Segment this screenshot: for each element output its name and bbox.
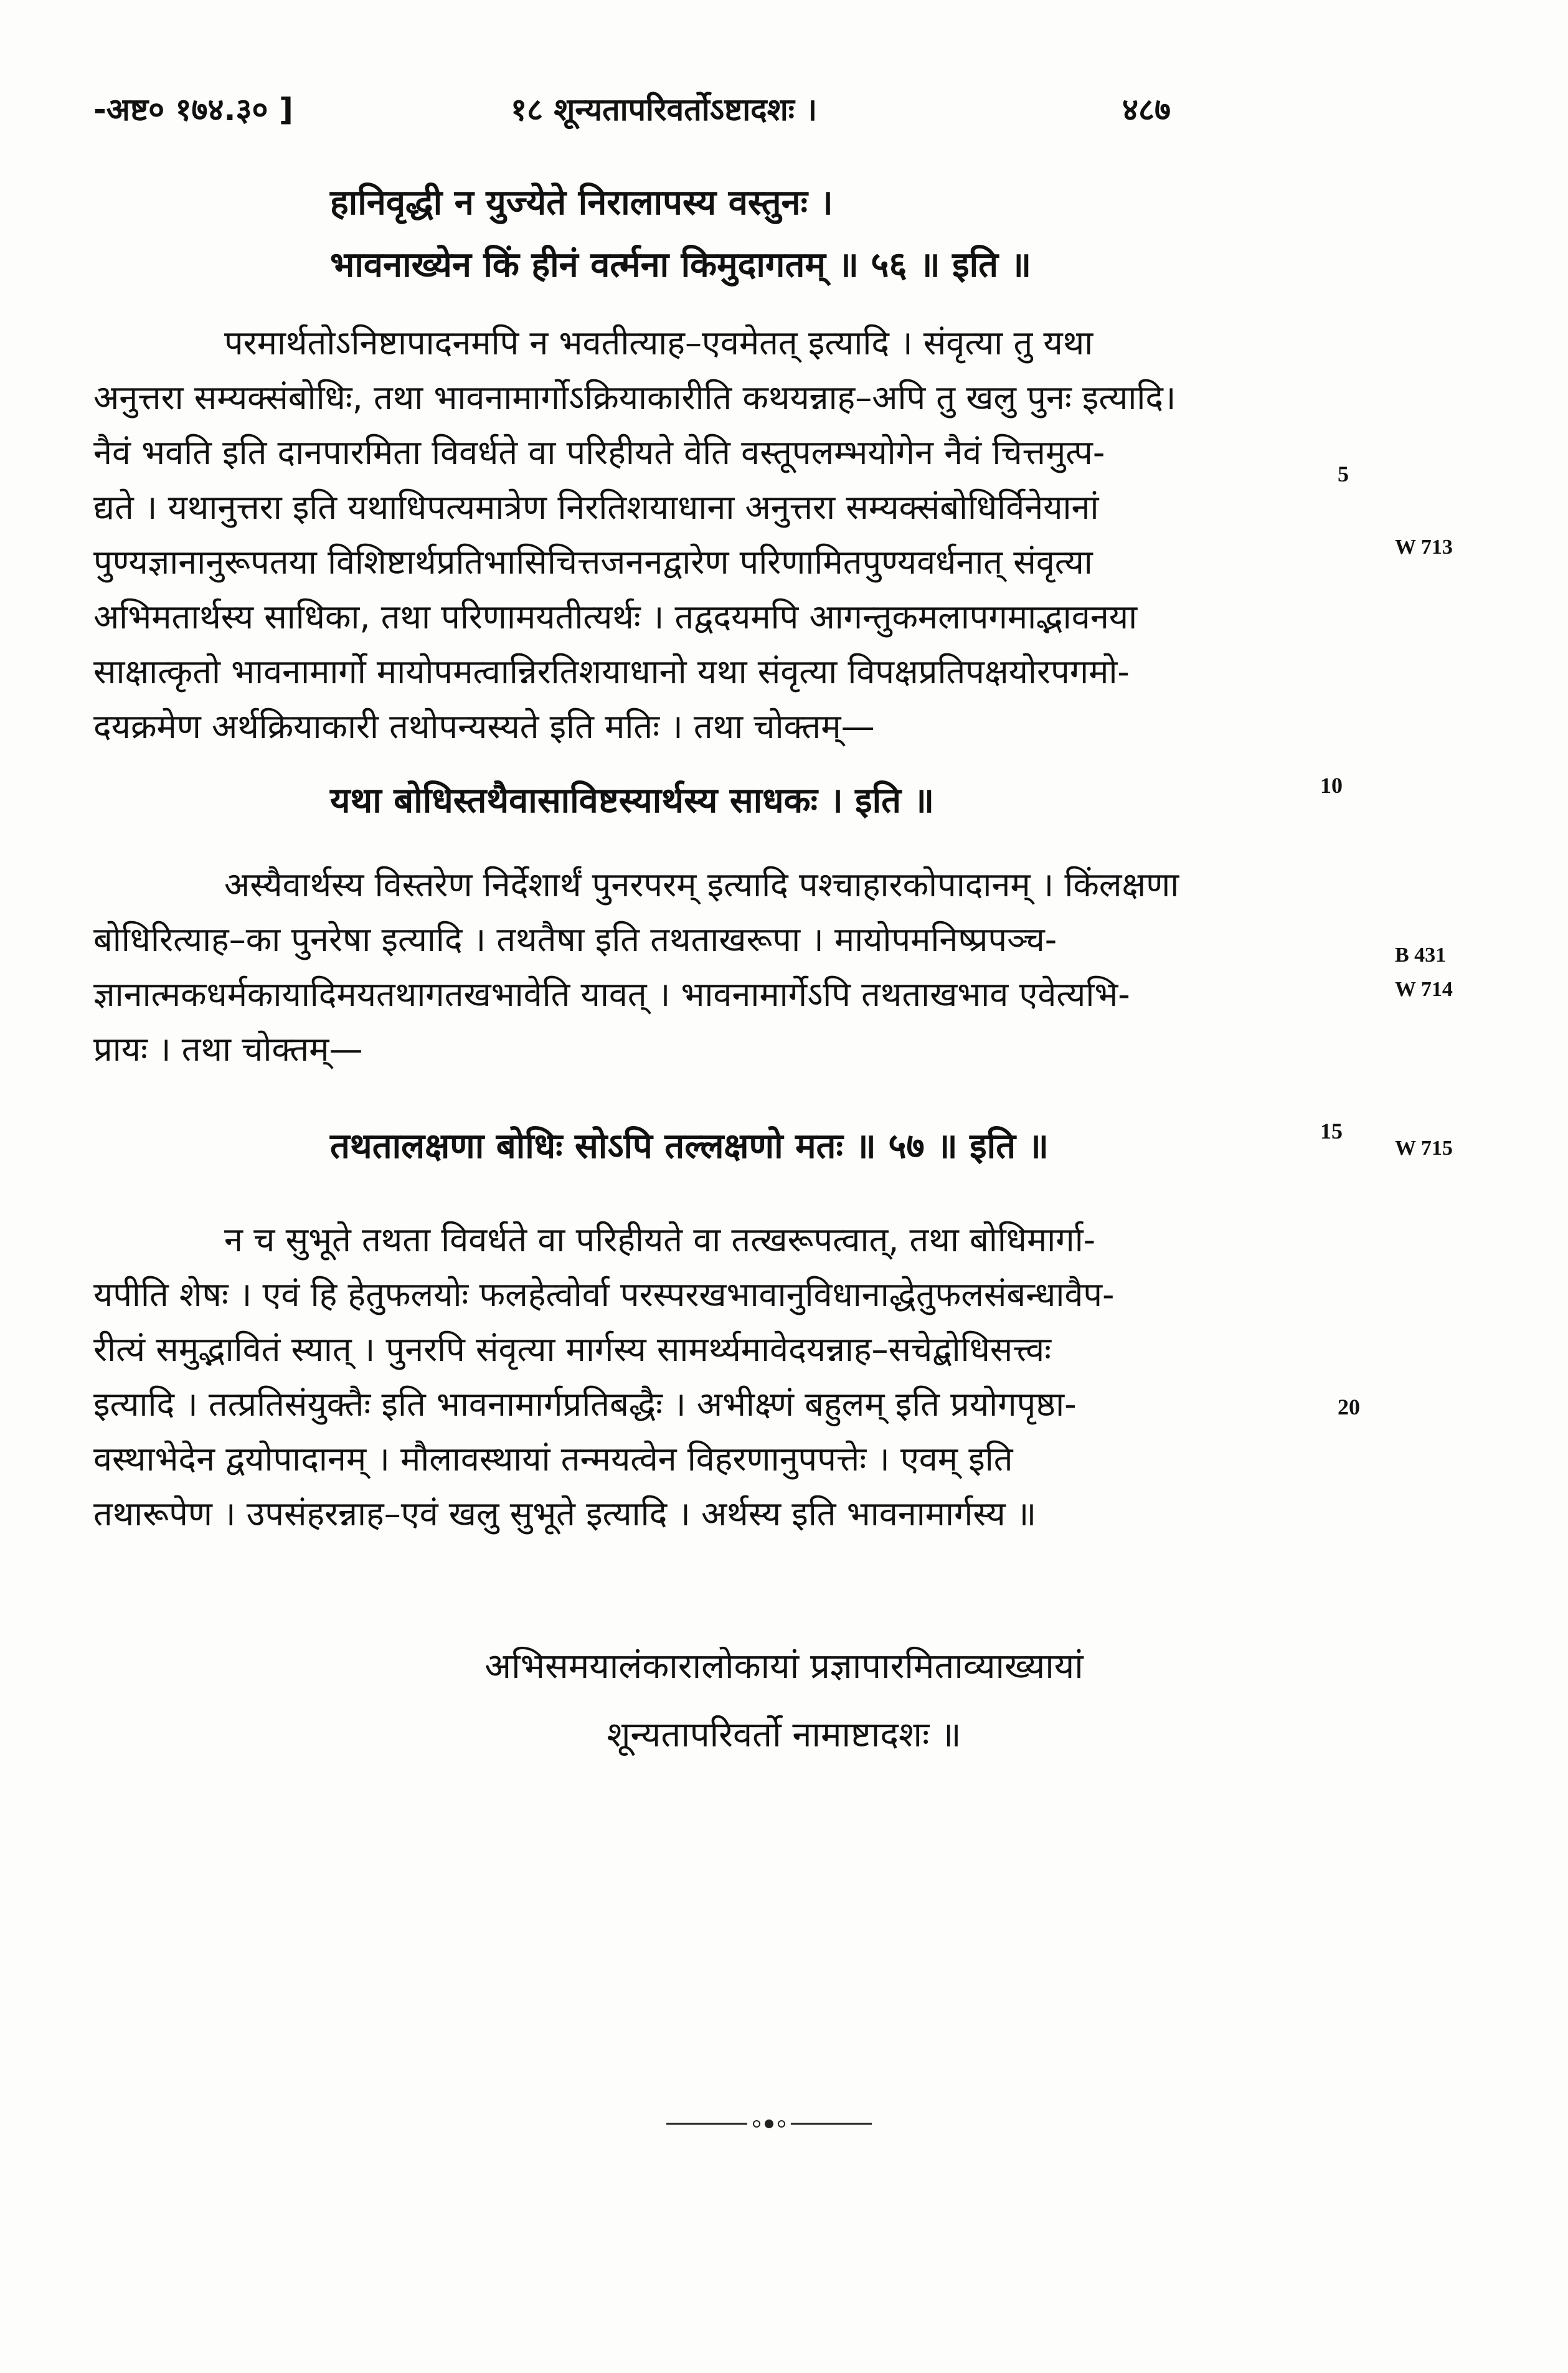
verse-56-line-2: भावनाख्येन किं हीनं वर्त्मना किमुदागतम् ॥ ५६ ॥ इति ॥	[330, 245, 1032, 285]
ornament-divider-icon	[666, 2115, 872, 2133]
colophon-line-2: शून्यतापरिवर्तो नामाष्टादशः ॥	[607, 1715, 961, 1755]
para1-line: अभिमतार्थस्य साधिका, तथा परिणामयतीत्यर्थः । तद्वदयमपि आगन्तुकमलापगमाद्भावनया	[93, 597, 1138, 637]
para3-line: यपीति शेषः । एवं हि हेतुफलयोः फलहेत्वोर्वा परस्परखभावानुविधानाद्धेतुफलसंबन्धावैप-	[93, 1275, 1115, 1314]
verse-quote-1: यथा बोधिस्तथैवासाविष्टस्यार्थस्य साधकः । इति ॥	[330, 780, 935, 821]
para2-line: अस्यैवार्थस्य विस्तरेण निर्देशार्थं पुनरपरम् इत्यादि पश्चाहारकोपादानम् । किंलक्षणा	[224, 865, 1179, 904]
para1-line: नैवं भवति इति दानपारमिता विवर्धते वा परिहीयते वेति वस्तूपलम्भयोगेन नैवं चित्तमुत्प-	[93, 433, 1105, 472]
header-chapter-title: १८ शून्यतापरिवर्तोऽष्टादशः ।	[511, 92, 818, 128]
para3-line: रीत्यं समुद्भावितं स्यात् । पुनरपि संवृत्या मार्गस्य सामर्थ्यमावेदयन्नाह–सचेद्बोधिसत्त्वः	[93, 1330, 1052, 1369]
para3-line: वस्थाभेदेन द्वयोपादानम् । मौलावस्थायां तन्मयत्वेन विहरणानुपपत्तेः । एवम् इति	[93, 1439, 1013, 1479]
verse-57: तथतालक्षणा बोधिः सोऽपि तल्लक्षणो मतः ॥ ५७ ॥ इति ॥	[330, 1126, 1049, 1167]
para1-line: अनुत्तरा सम्यक्संबोधिः, तथा भावनामार्गोऽक्रियाकारीति कथयन्नाह–अपि तु खलु पुनः इत्यादि।	[93, 378, 1176, 417]
line-number-10: 10	[1320, 773, 1343, 798]
side-ref-w714: W 714	[1395, 978, 1453, 1001]
line-number-5: 5	[1338, 462, 1349, 486]
para2-line: प्रायः । तथा चोक्तम्—	[93, 1030, 363, 1069]
para3-line: तथारूपेण । उपसंहरन्नाह–एवं खलु सुभूते इत्यादि । अर्थस्य इति भावनामार्गस्य ॥	[93, 1494, 1037, 1533]
para2-line: बोधिरित्याह–का पुनरेषा इत्यादि । तथतैषा इति तथताखरूपा । मायोपमनिष्प्रपञ्च-	[93, 920, 1057, 959]
para1-line: परमार्थतोऽनिष्टापादनमपि न भवतीत्याह–एवमेतत् इत्यादि । संवृत्या तु यथा	[224, 323, 1093, 362]
para1-line: दयक्रमेण अर्थक्रियाकारी तथोपन्यस्यते इति मतिः । तथा चोक्तम्—	[93, 707, 875, 746]
para1-line: साक्षात्कृतो भावनामार्गो मायोपमत्वान्निरतिशयाधानो यथा संवृत्या विपक्षप्रतिपक्षयोरपगमो-	[93, 652, 1130, 691]
header-section-ref: -अष्ट० १७४.३० ]	[93, 92, 293, 128]
side-ref-w713: W 713	[1395, 536, 1453, 559]
para2-line: ज्ञानात्मकधर्मकायादिमयतथागतखभावेति यावत् । भावनामार्गेऽपि तथताखभाव एवेत्यभि-	[93, 975, 1130, 1014]
line-number-20: 20	[1338, 1395, 1360, 1419]
para3-line: न च सुभूते तथता विवर्धते वा परिहीयते वा तत्खरूपत्वात्, तथा बोधिमार्गा-	[224, 1220, 1096, 1259]
colophon-line-1: अभिसमयालंकारालोकायां प्रज्ञापारमिताव्याख्यायां	[484, 1646, 1084, 1687]
running-header	[93, 87, 1171, 137]
para1-line: पुण्यज्ञानानुरूपतया विशिष्टार्थप्रतिभासिचित्तजननद्वारेण परिणामितपुण्यवर्धनात् संवृत्या	[93, 542, 1093, 582]
para1-line: द्यते । यथानुत्तरा इति यथाधिपत्यमात्रेण निरतिशयाधाना अनुत्तरा सम्यक्संबोधिर्विनेयानां	[93, 488, 1099, 527]
side-ref-w715: W 715	[1395, 1137, 1453, 1160]
para3-line: इत्यादि । तत्प्रतिसंयुक्तैः इति भावनामार्गप्रतिबद्धैः । अभीक्ष्णं बहुलम् इति प्रयोगपृष्ठा-	[93, 1385, 1077, 1424]
line-number-15: 15	[1320, 1119, 1343, 1144]
page-number: ४८७	[1122, 92, 1171, 128]
verse-56-line-1: हानिवृद्धी न युज्येते निरालापस्य वस्तुनः ।	[330, 182, 833, 223]
side-ref-b431: B 431	[1395, 944, 1447, 967]
